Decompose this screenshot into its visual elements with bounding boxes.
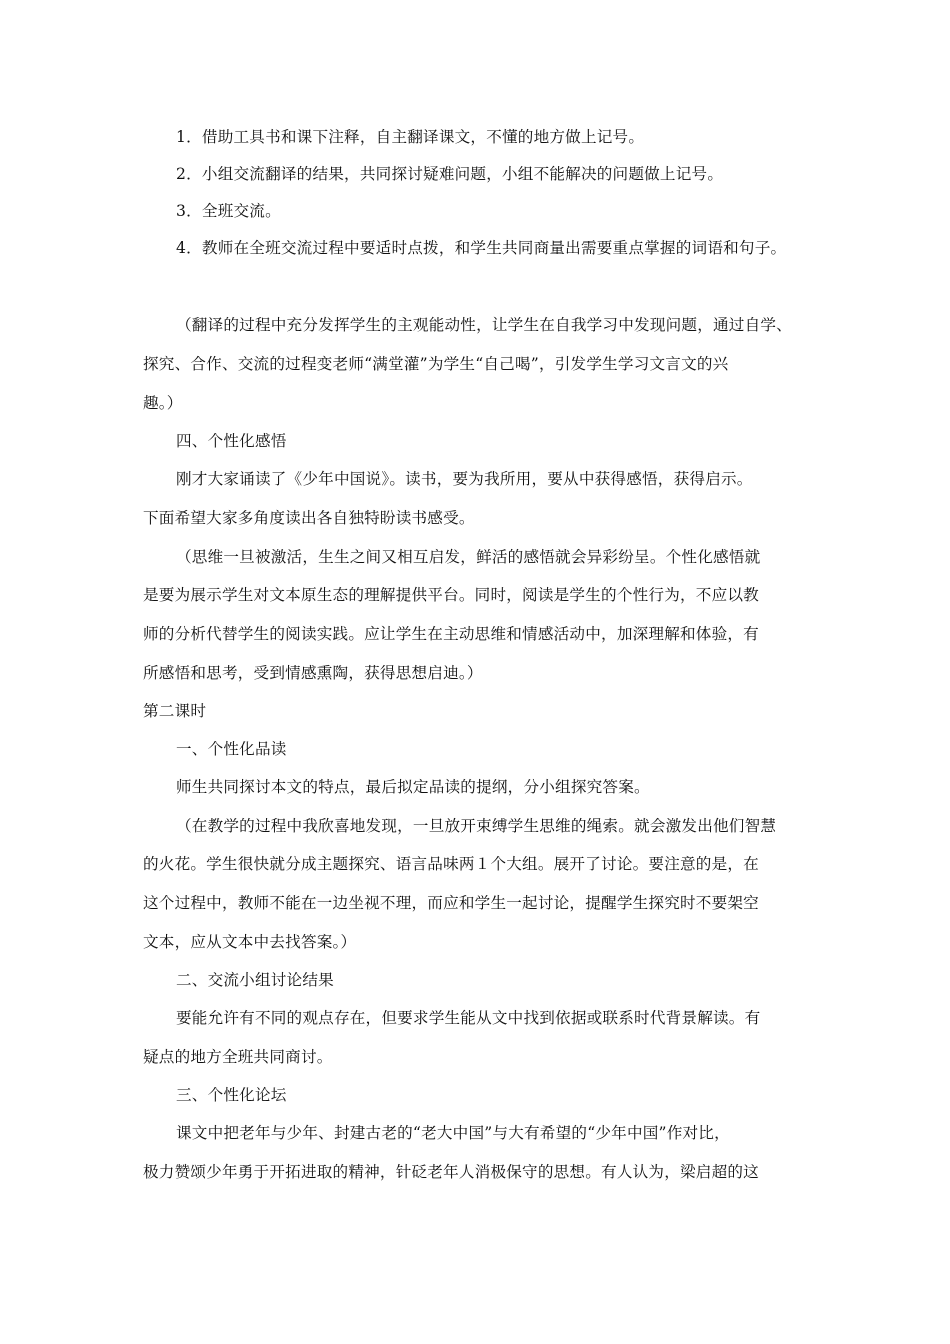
l2-section2-heading: 二、交流小组讨论结果 [176, 971, 334, 989]
section4-text-2: 下面希望大家多角度读出各自独特盼读书感受。 [143, 509, 475, 527]
l2-section2-text-2: 疑点的地方全班共同商讨。 [143, 1048, 333, 1066]
step-4: 4．教师在全班交流过程中要适时点拨，和学生共同商量出需要重点掌握的词语和句子。 [176, 239, 787, 257]
note1-line-1: （翻译的过程中充分发挥学生的主观能动性，让学生在自我学习中发现问题，通过自学、 [176, 316, 792, 334]
note3-line-3: 这个过程中，教师不能在一边坐视不理，而应和学生一起讨论，提醒学生探究时不要架空 [143, 894, 759, 912]
l2-section2-text-1: 要能允许有不同的观点存在，但要求学生能从文中找到依据或联系时代背景解读。有 [176, 1009, 761, 1027]
note1-line-3: 趣。） [143, 394, 183, 412]
note2-line-1: （思维一旦被激活，生生之间又相互启发，鲜活的感悟就会异彩纷呈。个性化感悟就 [176, 548, 761, 566]
section4-text-1: 刚才大家诵读了《少年中国说》。读书，要为我所用，要从中获得感悟，获得启示。 [176, 470, 753, 488]
step-3: 3．全班交流。 [176, 202, 281, 220]
l2-section3-text-2: 极力赞颂少年勇于开拓进取的精神，针砭老年人消极保守的思想。有人认为，梁启超的这 [143, 1163, 759, 1181]
note3-line-4: 文本，应从文本中去找答案。） [143, 933, 357, 951]
note2-line-4: 所感悟和思考，受到情感熏陶，获得思想启迪。） [143, 664, 483, 682]
lesson2-title: 第二课时 [143, 702, 207, 720]
note3-line-1: （在教学的过程中我欣喜地发现，一旦放开束缚学生思维的绳索。就会激发出他们智慧 [176, 817, 777, 835]
l2-section3-text-1: 课文中把老年与少年、封建古老的“老大中国”与大有希望的“少年中国”作对比， [176, 1124, 730, 1142]
section4-heading: 四、个性化感悟 [176, 432, 287, 450]
step-2: 2．小组交流翻译的结果，共同探讨疑难问题，小组不能解决的问题做上记号。 [176, 165, 724, 183]
l2-section1-text: 师生共同探讨本文的特点，最后拟定品读的提纲，分小组探究答案。 [176, 778, 650, 796]
l2-section3-heading: 三、个性化论坛 [176, 1086, 287, 1104]
note1-line-2: 探究、合作、交流的过程变老师“满堂灌”为学生“自己喝”，引发学生学习文言文的兴 [143, 355, 729, 373]
note2-line-3: 师的分析代替学生的阅读实践。应让学生在主动思维和情感活动中，加深理解和体验，有 [143, 625, 759, 643]
step-1: 1．借助工具书和课下注释，自主翻译课文，不懂的地方做上记号。 [176, 128, 645, 146]
note3-line-2: 的火花。学生很快就分成主题探究、语言品味两１个大组。展开了讨论。要注意的是，在 [143, 855, 759, 873]
l2-section1-heading: 一、个性化品读 [176, 740, 287, 758]
note2-line-2: 是要为展示学生对文本原生态的理解提供平台。同时，阅读是学生的个性行为，不应以教 [143, 586, 759, 604]
